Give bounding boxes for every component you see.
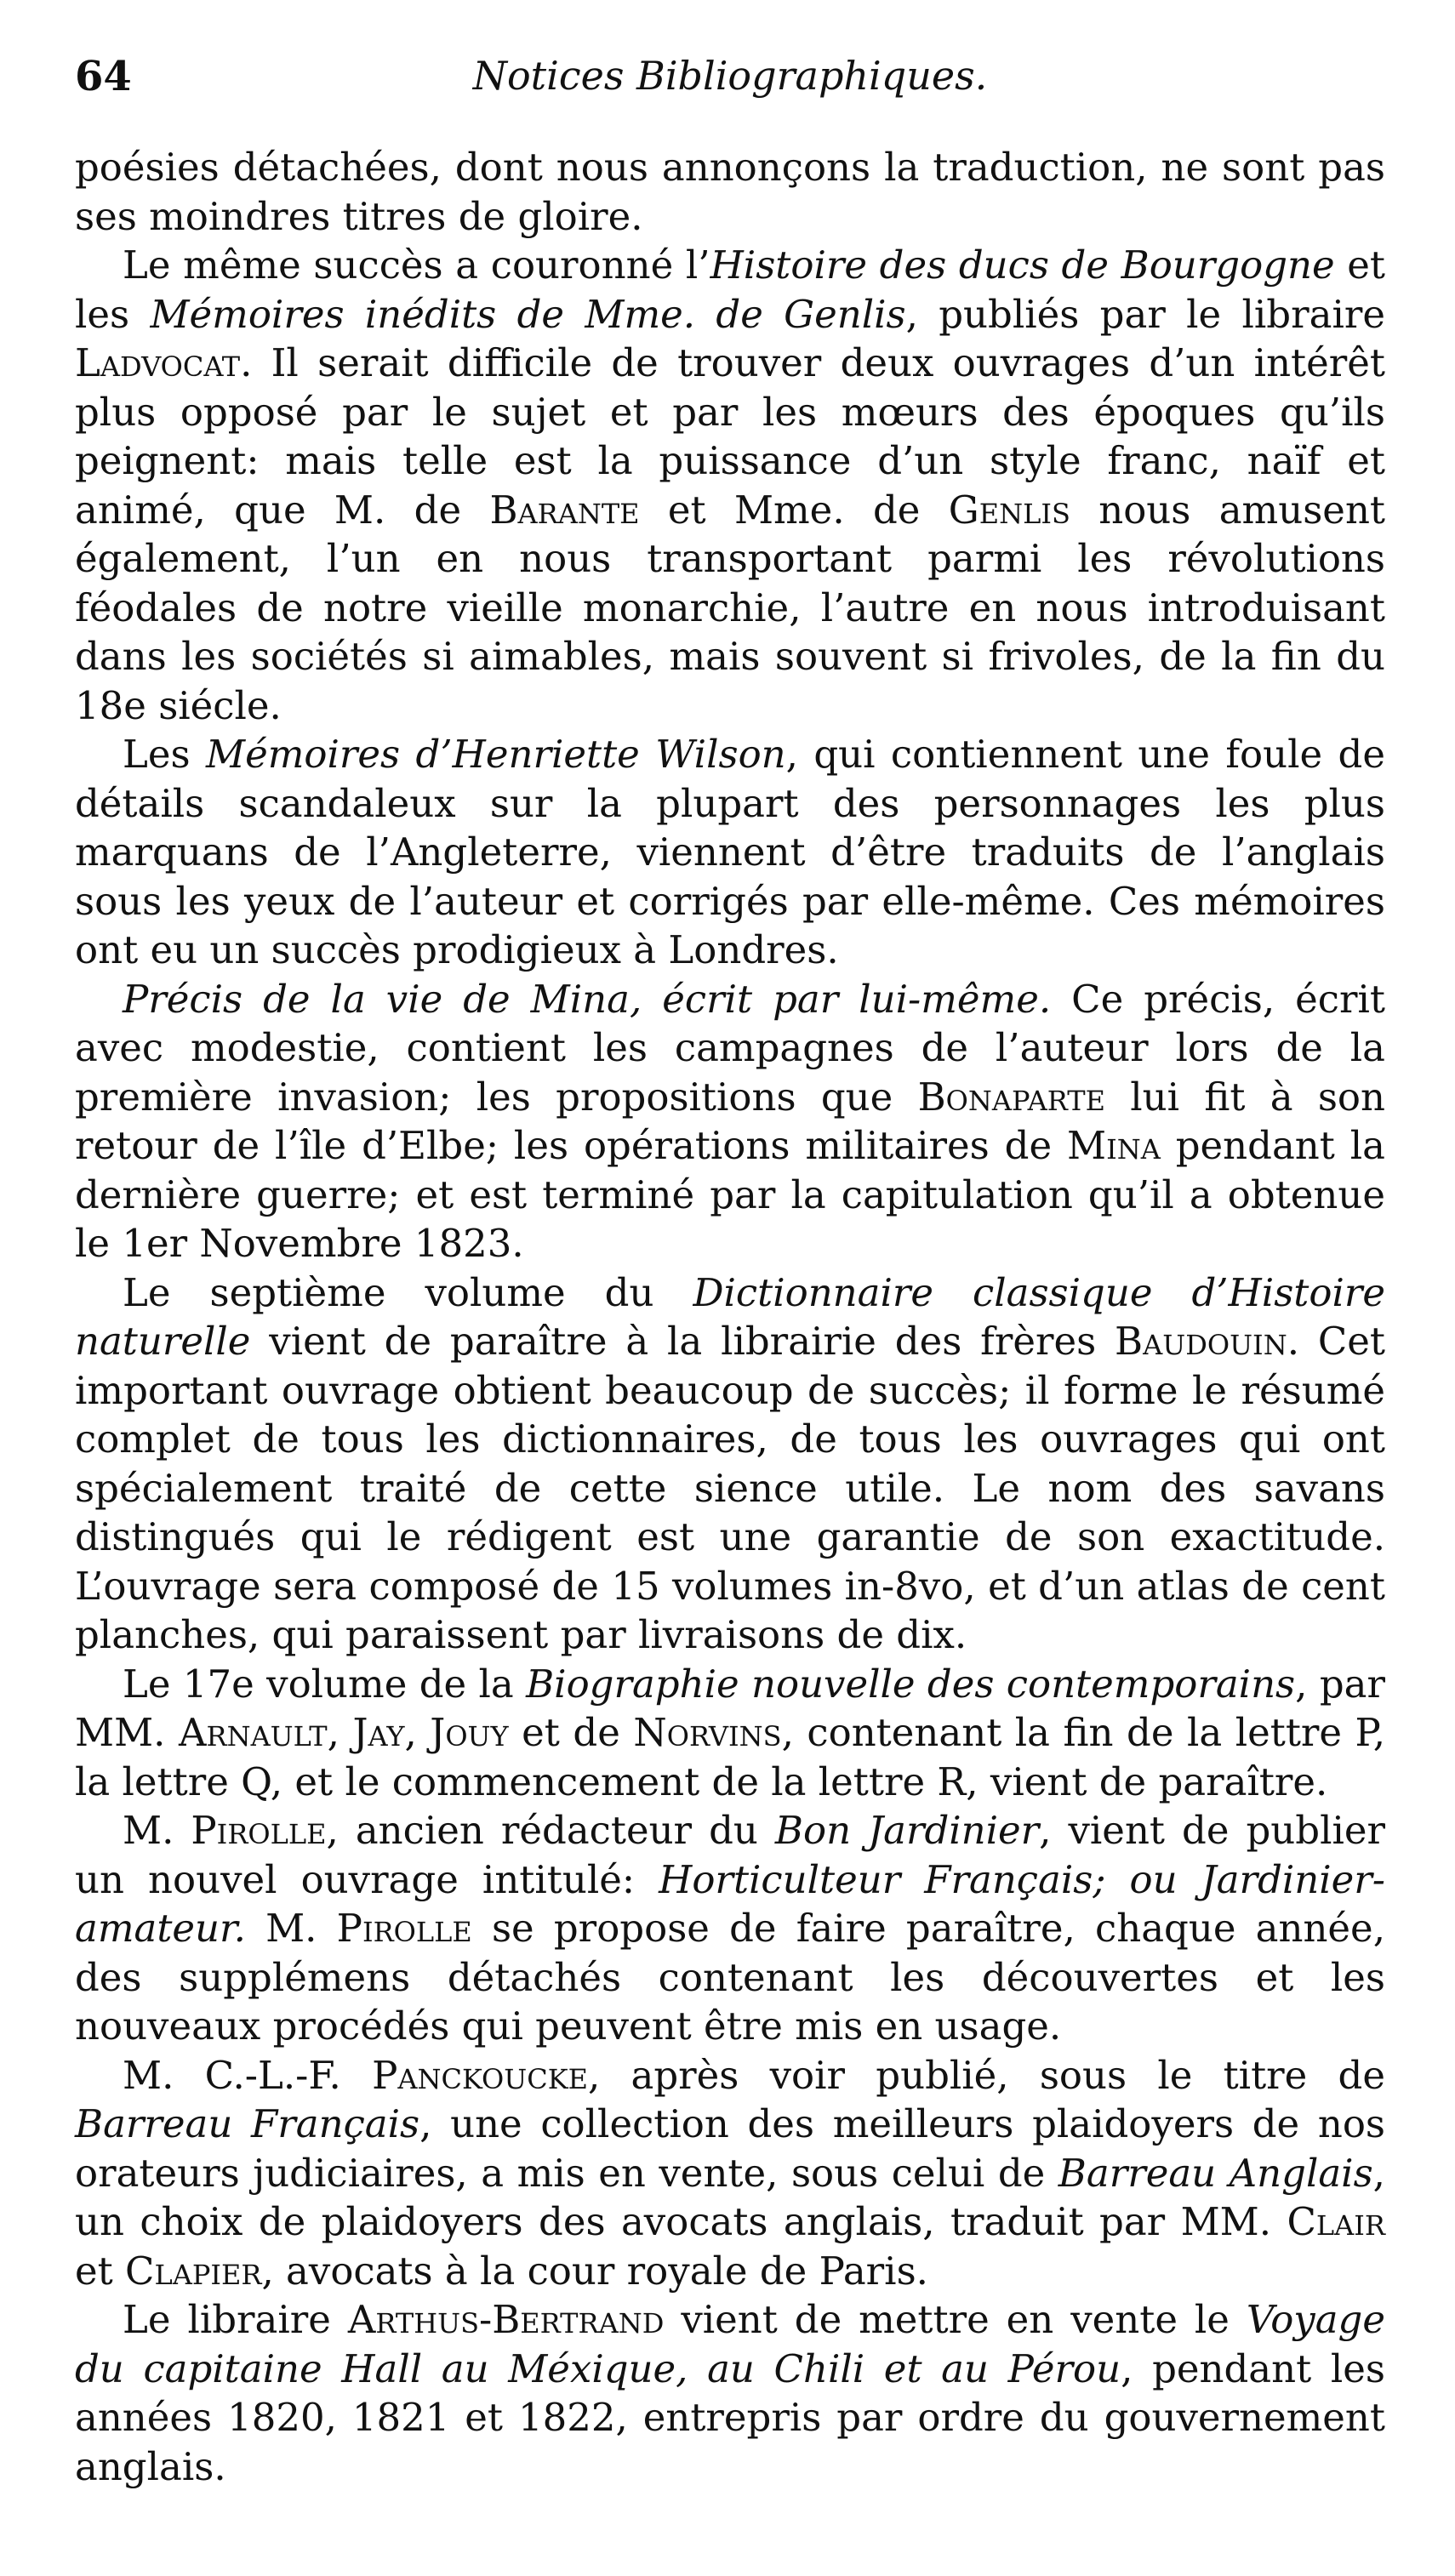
text-run: Le même succès a couronné l’: [123, 242, 710, 288]
paragraph: [75, 143, 1385, 241]
paragraph: [75, 2295, 1385, 2491]
italic-title: Bon Jardinier: [774, 1808, 1040, 1853]
body-text: [75, 143, 1385, 2491]
text-run: et de: [508, 1710, 634, 1755]
text-run: vient de paraître à la librairie des frères: [250, 1319, 1116, 1364]
text-run: M. C.-L.-F.: [123, 2052, 373, 2098]
paragraph: [75, 1806, 1385, 2051]
text-run: ,: [404, 1710, 431, 1755]
italic-title: Barreau Français: [75, 2101, 420, 2146]
small-caps-name: Bonaparte: [917, 1074, 1105, 1120]
text-run: , contenant la fin de la lettre P, la lettre Q, et le commencement de la lettre R, vient de paraître.: [75, 1710, 1386, 1804]
text-run: et les: [75, 242, 1385, 337]
paragraph: [75, 241, 1385, 730]
italic-title: Horticulteur Français; ou Jardinier-amateur.: [75, 1856, 1385, 1951]
text-run: , vient de publier un nouvel ouvrage intitulé:: [75, 1808, 1386, 1902]
text-run: Les: [123, 732, 207, 777]
italic-title: Voyage du capitaine Hall au Méxique, au Chili et au Pérou: [75, 2297, 1385, 2391]
text-run: , pendant les années 1820, 1821 et 1822, entrepris par ordre du gouvernement anglais.: [75, 2345, 1385, 2489]
text-run: Le 17e volume de la: [123, 1661, 527, 1707]
text-run: se propose de faire paraître, chaque année, des supplémens détachés contenant les découvertes et les nouveaux procédés qui peuvent être mis en usage.: [75, 1906, 1385, 2049]
text-run: M.: [245, 1906, 337, 1951]
small-caps-name: Arthus-Bertrand: [347, 2297, 665, 2342]
text-run: , après voir publié, sous le titre de: [587, 2052, 1385, 2098]
text-run: , un choix de plaidoyers des avocats anglais, traduit par MM.: [75, 2150, 1385, 2244]
italic-title: Mémoires d’Henriette Wilson: [206, 732, 786, 777]
small-caps-name: Barante: [489, 487, 640, 533]
text-run: Le libraire: [123, 2297, 348, 2342]
small-caps-name: Ladvocat: [75, 340, 241, 385]
paragraph: [75, 2051, 1385, 2296]
text-run: . Cet important ouvrage obtient beaucoup de succès; il forme le résumé complet de tous les dictionnaires, de tous les ouvrages qui ont spécialement traité de cette sience utile. Le nom des savans distingués qui le rédigent est une garantie de son exactitude. L’ouvrage sera composé de 15 volumes in-8vo, et d’un atlas de cent planches, qui paraissent par livraisons de dix.: [75, 1319, 1385, 1657]
italic-title: Barreau Anglais: [1058, 2150, 1373, 2196]
paragraph: [75, 975, 1385, 1268]
text-run: M.: [123, 1808, 191, 1853]
text-run: . Il serait difficile de trouver deux ouvrages d’un intérêt plus opposé par le sujet et par les mœurs des époques qu’ils peignent: mais telle est la puissance d’un style franc, naïf et animé, que M. de: [75, 340, 1385, 533]
small-caps-name: Panckoucke: [372, 2052, 588, 2098]
italic-title: Biographie nouvelle des contemporains: [526, 1661, 1296, 1707]
paragraph: [75, 730, 1385, 975]
small-caps-name: Arnault: [178, 1710, 328, 1755]
italic-title: Mémoires inédits de Mme. de Genlis: [150, 291, 906, 337]
text-run: nous amusent également, l’un en nous transportant parmi les révolutions féodales de notre vieille monarchie, l’autre en nous introduisant dans les sociétés si aimables, mais souvent si frivoles, de la fin du 18e siécle.: [75, 487, 1386, 728]
small-caps-name: Mina: [1067, 1123, 1161, 1168]
small-caps-name: Genlis: [948, 487, 1070, 533]
text-run: pendant la dernière guerre; et est terminé par la capitulation qu’il a obtenue le 1er Novembre 1823.: [75, 1123, 1385, 1266]
text-run: lui fit à son retour de l’île d’Elbe; les opérations militaires de: [75, 1074, 1386, 1168]
small-caps-name: Jay: [352, 1710, 405, 1755]
italic-title: Histoire des ducs de Bourgogne: [710, 242, 1335, 288]
small-caps-name: Pirolle: [336, 1906, 472, 1951]
text-run: ,: [327, 1710, 353, 1755]
text-run: et: [75, 2248, 126, 2294]
text-run: , publiés par le libraire: [905, 291, 1385, 337]
paragraph: [75, 1660, 1385, 1807]
text-run: , une collection des meilleurs plaidoyers de nos orateurs judiciaires, a mis en vente, sous celui de: [75, 2101, 1386, 2196]
text-run: , qui contiennent une foule de détails scandaleux sur la plupart des personnages les plus marquans de l’Angleterre, viennent d’être traduits de l’anglais sous les yeux de l’auteur et corrigés par elle-même. Ces mémoires ont eu un succès prodigieux à Londres.: [75, 732, 1385, 972]
small-caps-name: Clapier: [125, 2248, 262, 2294]
italic-title: Précis de la vie de Mina, écrit par lui-même.: [123, 976, 1052, 1022]
running-title: Notices Bibliographiques.: [472, 53, 988, 99]
small-caps-name: Pirolle: [191, 1808, 327, 1853]
text-run: Ce précis, écrit avec modestie, contient les campagnes de l’auteur lors de la première invasion; les propositions que: [75, 976, 1385, 1120]
small-caps-name: Norvins: [633, 1710, 782, 1755]
page-number: 64: [75, 53, 132, 100]
small-caps-name: Clair: [1287, 2199, 1385, 2244]
text-run: , avocats à la cour royale de Paris.: [261, 2248, 928, 2294]
text-run: et Mme. de: [639, 487, 949, 533]
small-caps-name: Jouy: [430, 1710, 509, 1755]
text-run: poésies détachées, dont nous annonçons la traduction, ne sont pas ses moindres titres de gloire.: [75, 145, 1385, 239]
text-run: , par MM.: [75, 1661, 1385, 1755]
text-run: Le septième volume du: [123, 1269, 693, 1315]
paragraph: [75, 1268, 1385, 1660]
small-caps-name: Baudouin: [1115, 1319, 1287, 1364]
italic-title: Dictionnaire classique d’Histoire naturelle: [75, 1269, 1385, 1364]
text-run: vient de mettre en vente le: [664, 2297, 1247, 2342]
text-run: , ancien rédacteur du: [326, 1808, 775, 1853]
page-header: [75, 53, 1385, 107]
